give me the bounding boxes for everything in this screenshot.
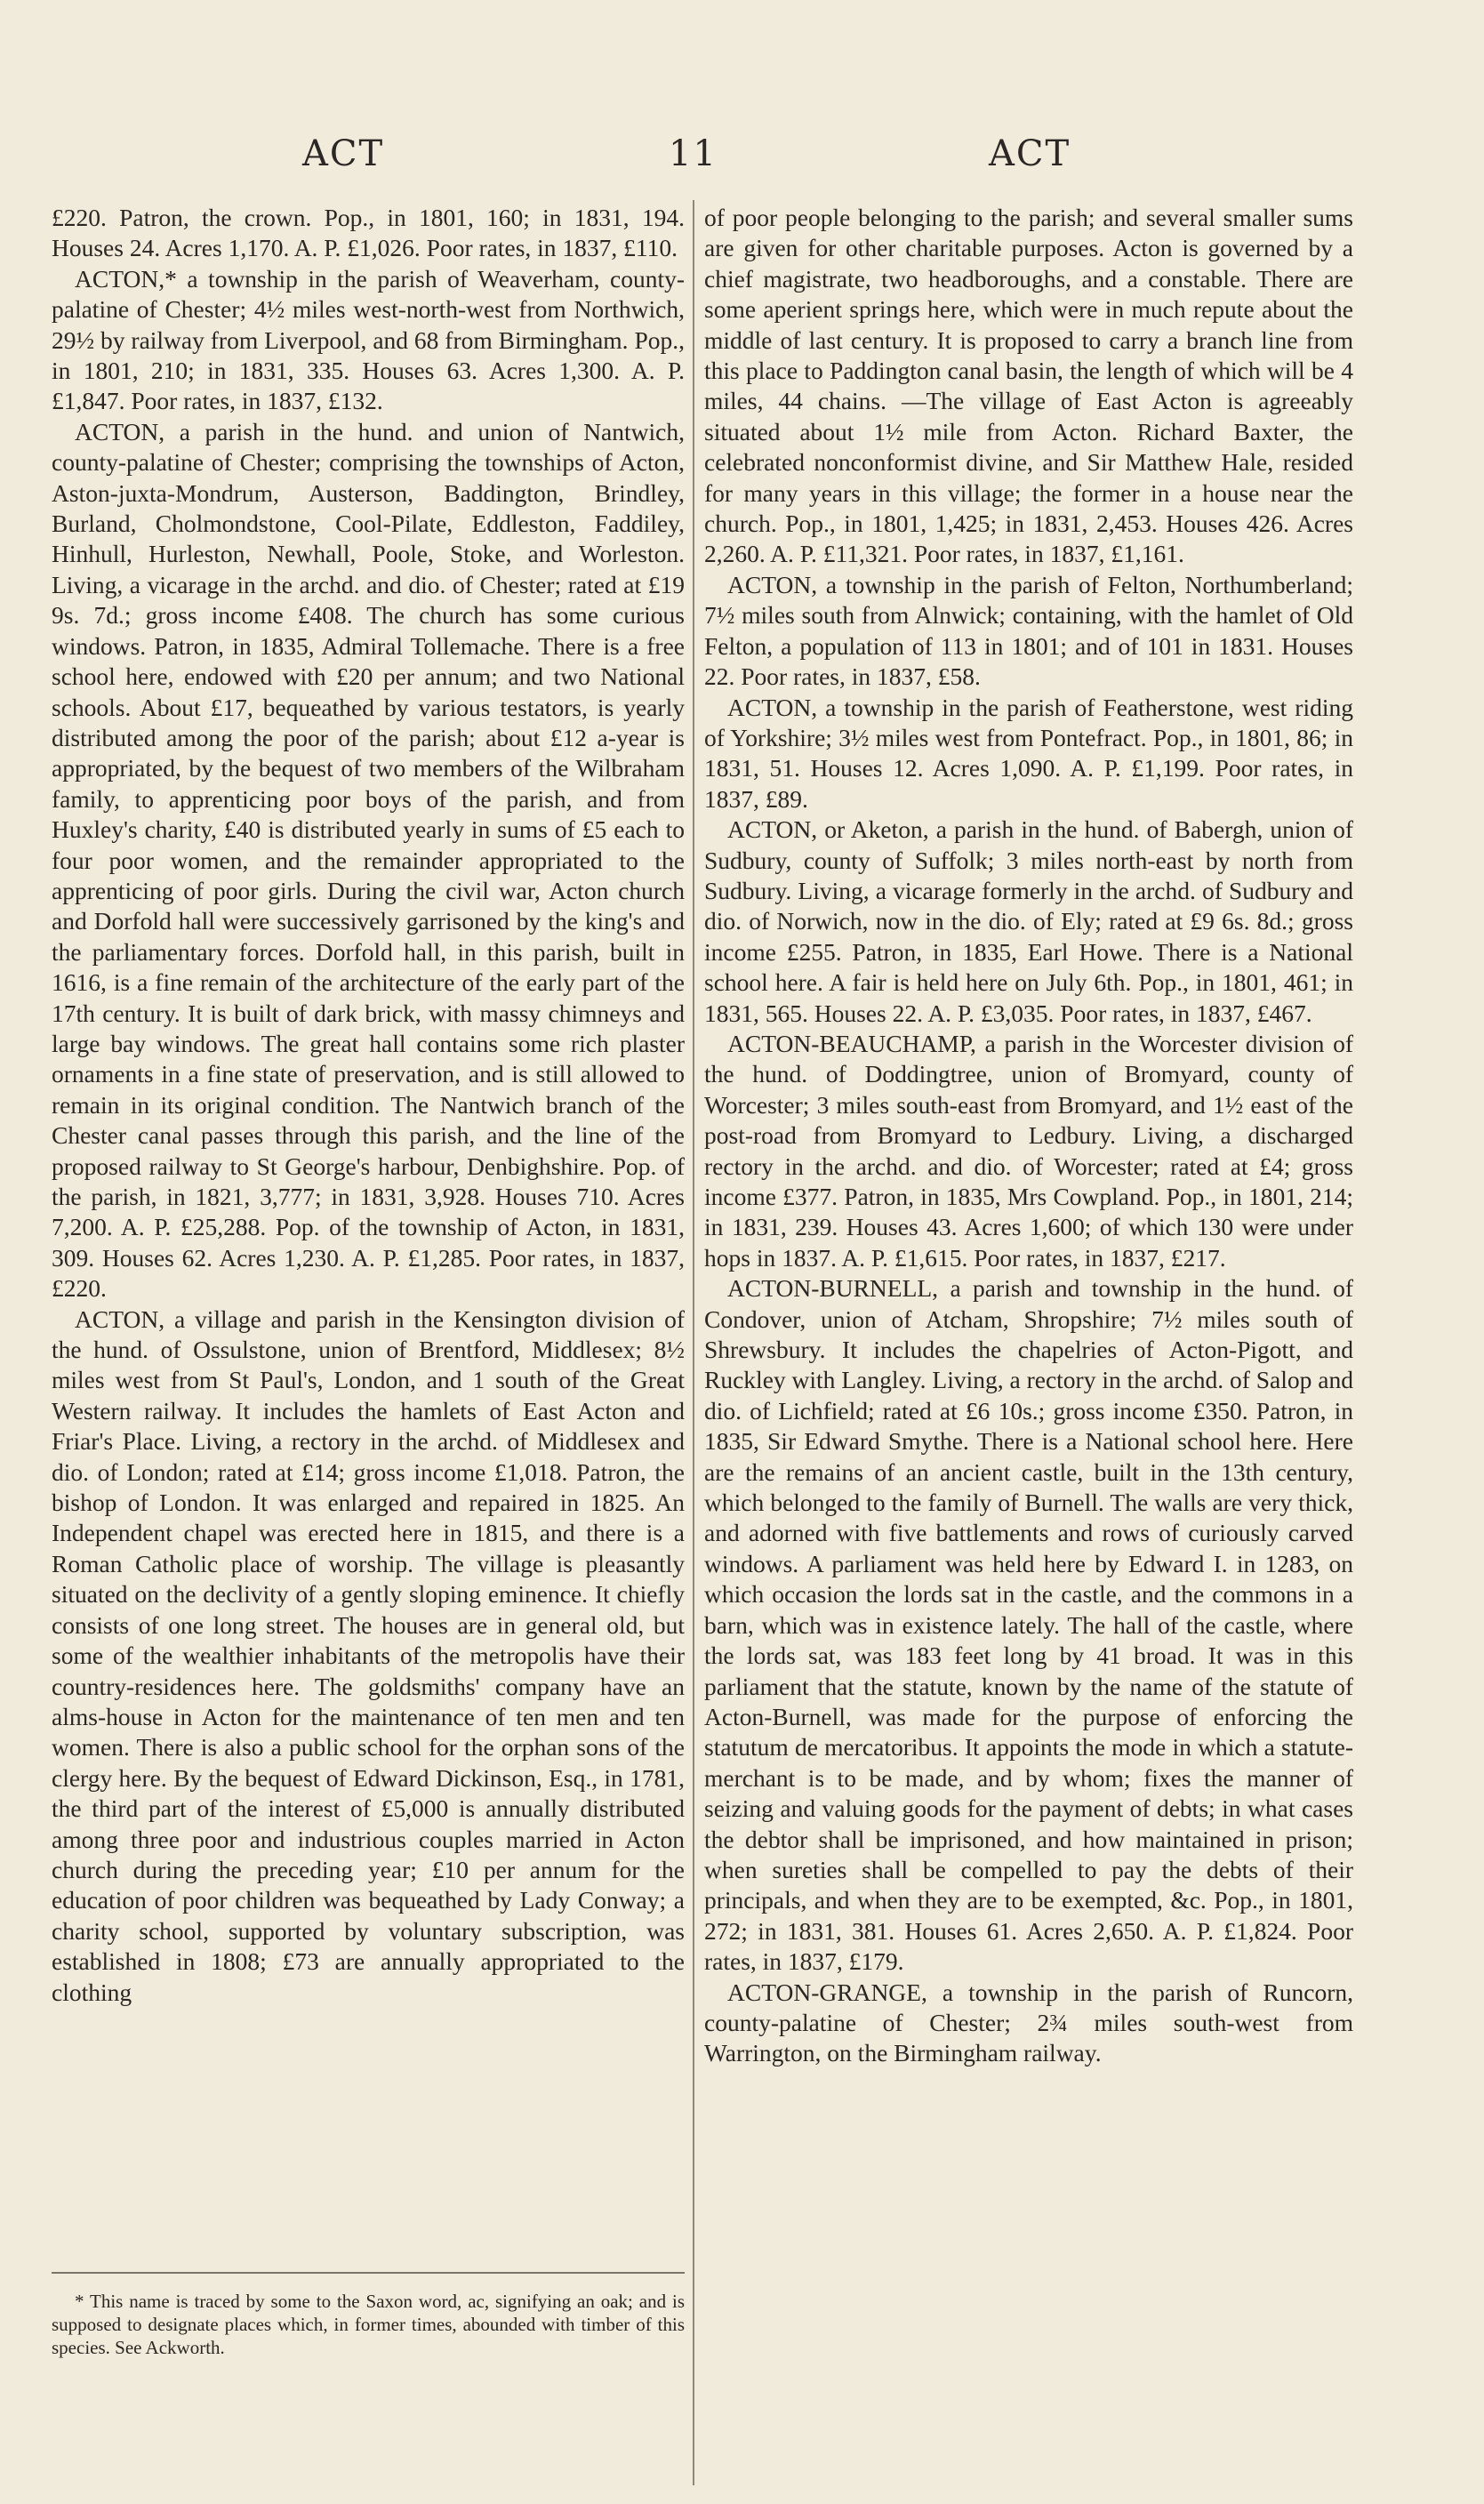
running-header-right: ACT	[989, 133, 1071, 174]
right-column	[704, 203, 1353, 2479]
footnote-text: * This name is traced by some to the Saxon word, ac, signifying an oak; and is supposed to designate places which, in former times, abounded with timber of this species. See Ackworth.	[52, 2291, 685, 2358]
entry-acton-weaverham: ACTON,* a township in the parish of Weaverham, county-palatine of Chester; 4½ miles west-north-west from Northwich, 29½ by railway from Liverpool, and 68 from Birmingham. Pop., in 1801, 210; in 1831, 335. Houses 63. Acres 1,300. A. P. £1,847. Poor rates, in 1837, £132.	[52, 264, 685, 415]
entry-acton-felton: ACTON, a township in the parish of Felton, Northumberland; 7½ miles south from Alnwick; containing, with the hamlet of Old Felton, a population of 113 in 1801; and of 101 in 1831. Houses 22. Poor rates, in 1837, £58.	[704, 570, 1353, 691]
footnote	[52, 2290, 685, 2359]
page-number: 11	[669, 133, 718, 174]
continued-entry: £220. Patron, the crown. Pop., in 1801, 160; in 1831, 194. Houses 24. Acres 1,170. A. P. £1,026. Poor rates, in 1837, £110.	[52, 204, 685, 262]
column-divider	[693, 200, 694, 2485]
entry-acton-aketon: ACTON, or Aketon, a parish in the hund. of Babergh, union of Sudbury, county of Suffolk; 3 miles north-east by north from Sudbury. Living, a vicarage formerly in the archd. of Sudbury and dio. of Norwich, now in the dio. of Ely; rated at £9 6s. 8d.; gross income £255. Patron, in 1835, Earl Howe. There is a National school here. A fair is held here on July 6th. Pop., in 1801, 461; in 1831, 565. Houses 22. A. P. £3,035. Poor rates, in 1837, £467.	[704, 815, 1353, 1027]
continued-entry-right: of poor people belonging to the parish; and several smaller sums are given for other charitable purposes. Acton is governed by a chief magistrate, two headboroughs, and a constable. There are some aperient springs here, which were in much repute about the middle of last century. It is proposed to carry a branch line from this place to Paddington canal basin, the length of which will be 4 miles, 44 chains. —The village of East Acton is agreeably situated about 1½ mile from Acton. Richard Baxter, the celebrated nonconformist divine, and Sir Matthew Hale, resided for many years in this village; the former in a house near the church. Pop., in 1801, 1,425; in 1831, 2,453. Houses 426. Acres 2,260. A. P. £11,321. Poor rates, in 1837, £1,161.	[704, 204, 1353, 568]
entry-acton-grange: ACTON-GRANGE, a township in the parish of Runcorn, county-palatine of Chester; 2¾ miles south-west from Warrington, on the Birmingham railway.	[704, 1978, 1353, 2067]
entry-acton-middlesex: ACTON, a village and parish in the Kensington division of the hund. of Ossulstone, union of Brentford, Middlesex; 8½ miles west from St Paul's, London, and 1 south of the Great Western railway. It includes the hamlets of East Acton and Friar's Place. Living, a rectory in the archd. of Middlesex and dio. of London; rated at £14; gross income £1,018. Patron, the bishop of London. It was enlarged and repaired in 1825. An Independent chapel was erected here in 1815, and there is a Roman Catholic place of worship. The village is pleasantly situated on the declivity of a gently sloping eminence. It chiefly consists of one long street. The houses are in general old, but some of the wealthier inhabitants of the metropolis have their country-residences here. The goldsmiths' company have an alms-house in Acton for the maintenance of ten men and ten women. There is also a public school for the orphan sons of the clergy here. By the bequest of Edward Dickinson, Esq., in 1781, the third part of the interest of £5,000 is annually distributed among three poor and industrious couples married in Acton church during the preceding year; £10 per annum for the education of poor children was bequeathed by Lady Conway; a charity school, supported by voluntary subscription, was established in 1808; £73 are annually appropriated to the clothing	[52, 1304, 685, 2006]
entry-acton-burnell: ACTON-BURNELL, a parish and township in the hund. of Condover, union of Atcham, Shropshire; 7½ miles south of Shrewsbury. It includes the chapelries of Acton-Pigott, and Ruckley with Langley. Living, a rectory in the archd. of Salop and dio. of Lichfield; rated at £6 10s.; gross income £350. Patron, in 1835, Sir Edward Smythe. There is a National school here. Here are the remains of an ancient castle, built in the 13th century, which belonged to the family of Burnell. The walls are very thick, and adorned with five battlements and rows of curiously carved windows. A parliament was held here by Edward I. in 1283, on which occasion the lords sat in the castle, and the commons in a barn, which was in existence lately. The hall of the castle, where the lords sat, was 183 feet long by 41 broad. It was in this parliament that the statute, known by the name of the statute of Acton-Burnell, was made for the purpose of enforcing the statutum de mercatoribus. It appoints the mode in which a statute-merchant is to be made, and by whom; fixes the manner of seizing and valuing goods for the payment of debts; in what cases the debtor shall be imprisoned, and how maintained in prison; when sureties shall be compelled to pay the debts of their principals, and when they are to be exempted, &c. Pop., in 1801, 272; in 1831, 381. Houses 61. Acres 2,650. A. P. £1,824. Poor rates, in 1837, £179.	[704, 1274, 1353, 1976]
entry-acton-beauchamp: ACTON-BEAUCHAMP, a parish in the Worcester division of the hund. of Doddingtree, union of Bromyard, county of Worcester; 3 miles south-east from Bromyard, and 1½ east of the post-road from Bromyard to Ledbury. Living, a discharged rectory in the archd. and dio. of Worcester; rated at £4; gross income £377. Patron, in 1835, Mrs Cowpland. Pop., in 1801, 214; in 1831, 239. Houses 43. Acres 1,600; of which 130 were under hops in 1837. A. P. £1,615. Poor rates, in 1837, £217.	[704, 1029, 1353, 1272]
entry-acton-nantwich: ACTON, a parish in the hund. and union of Nantwich, county-palatine of Chester; comprising the townships of Acton, Aston-juxta-Mondrum, Austerson, Baddington, Brindley, Burland, Cholmondstone, Cool-Pilate, Eddleston, Faddiley, Hinhull, Hurleston, Newhall, Poole, Stoke, and Worleston. Living, a vicarage in the archd. and dio. of Chester; rated at £19 9s. 7d.; gross income £408. The church has some curious windows. Patron, in 1835, Admiral Tollemache. There is a free school here, endowed with £20 per annum; and two National schools. About £17, bequeathed by various testators, is yearly distributed among the poor of the parish; about £12 a-year is appropriated, by the bequest of two members of the Wilbraham family, to apprenticing poor boys of the parish, and from Huxley's charity, £40 is distributed yearly in sums of £5 each to four poor women, and the remainder appropriated to the apprenticing of poor girls. During the civil war, Acton church and Dorfold hall were successively garrisoned by the king's and the parliamentary forces. Dorfold hall, in this parish, built in 1616, is a fine remain of the architecture of the early part of the 17th century. It is built of dark brick, with massy chimneys and large bay windows. The great hall contains some rich plaster ornaments in a fine state of preservation, and is still allowed to remain in its original condition. The Nantwich branch of the Chester canal passes through this parish, and the line of the proposed railway to St George's harbour, Denbighshire. Pop. of the parish, in 1821, 3,777; in 1831, 3,928. Houses 710. Acres 7,200. A. P. £25,288. Pop. of the township of Acton, in 1831, 309. Houses 62. Acres 1,230. A. P. £1,285. Poor rates, in 1837, £220.	[52, 417, 685, 1303]
footnote-rule	[52, 2272, 685, 2274]
running-header-left: ACT	[302, 133, 385, 174]
left-column	[52, 203, 685, 2266]
entry-acton-featherstone: ACTON, a township in the parish of Featherstone, west riding of Yorkshire; 3½ miles west from Pontefract. Pop., in 1801, 86; in 1831, 51. Houses 12. Acres 1,090. A. P. £1,199. Poor rates, in 1837, £89.	[704, 693, 1353, 813]
